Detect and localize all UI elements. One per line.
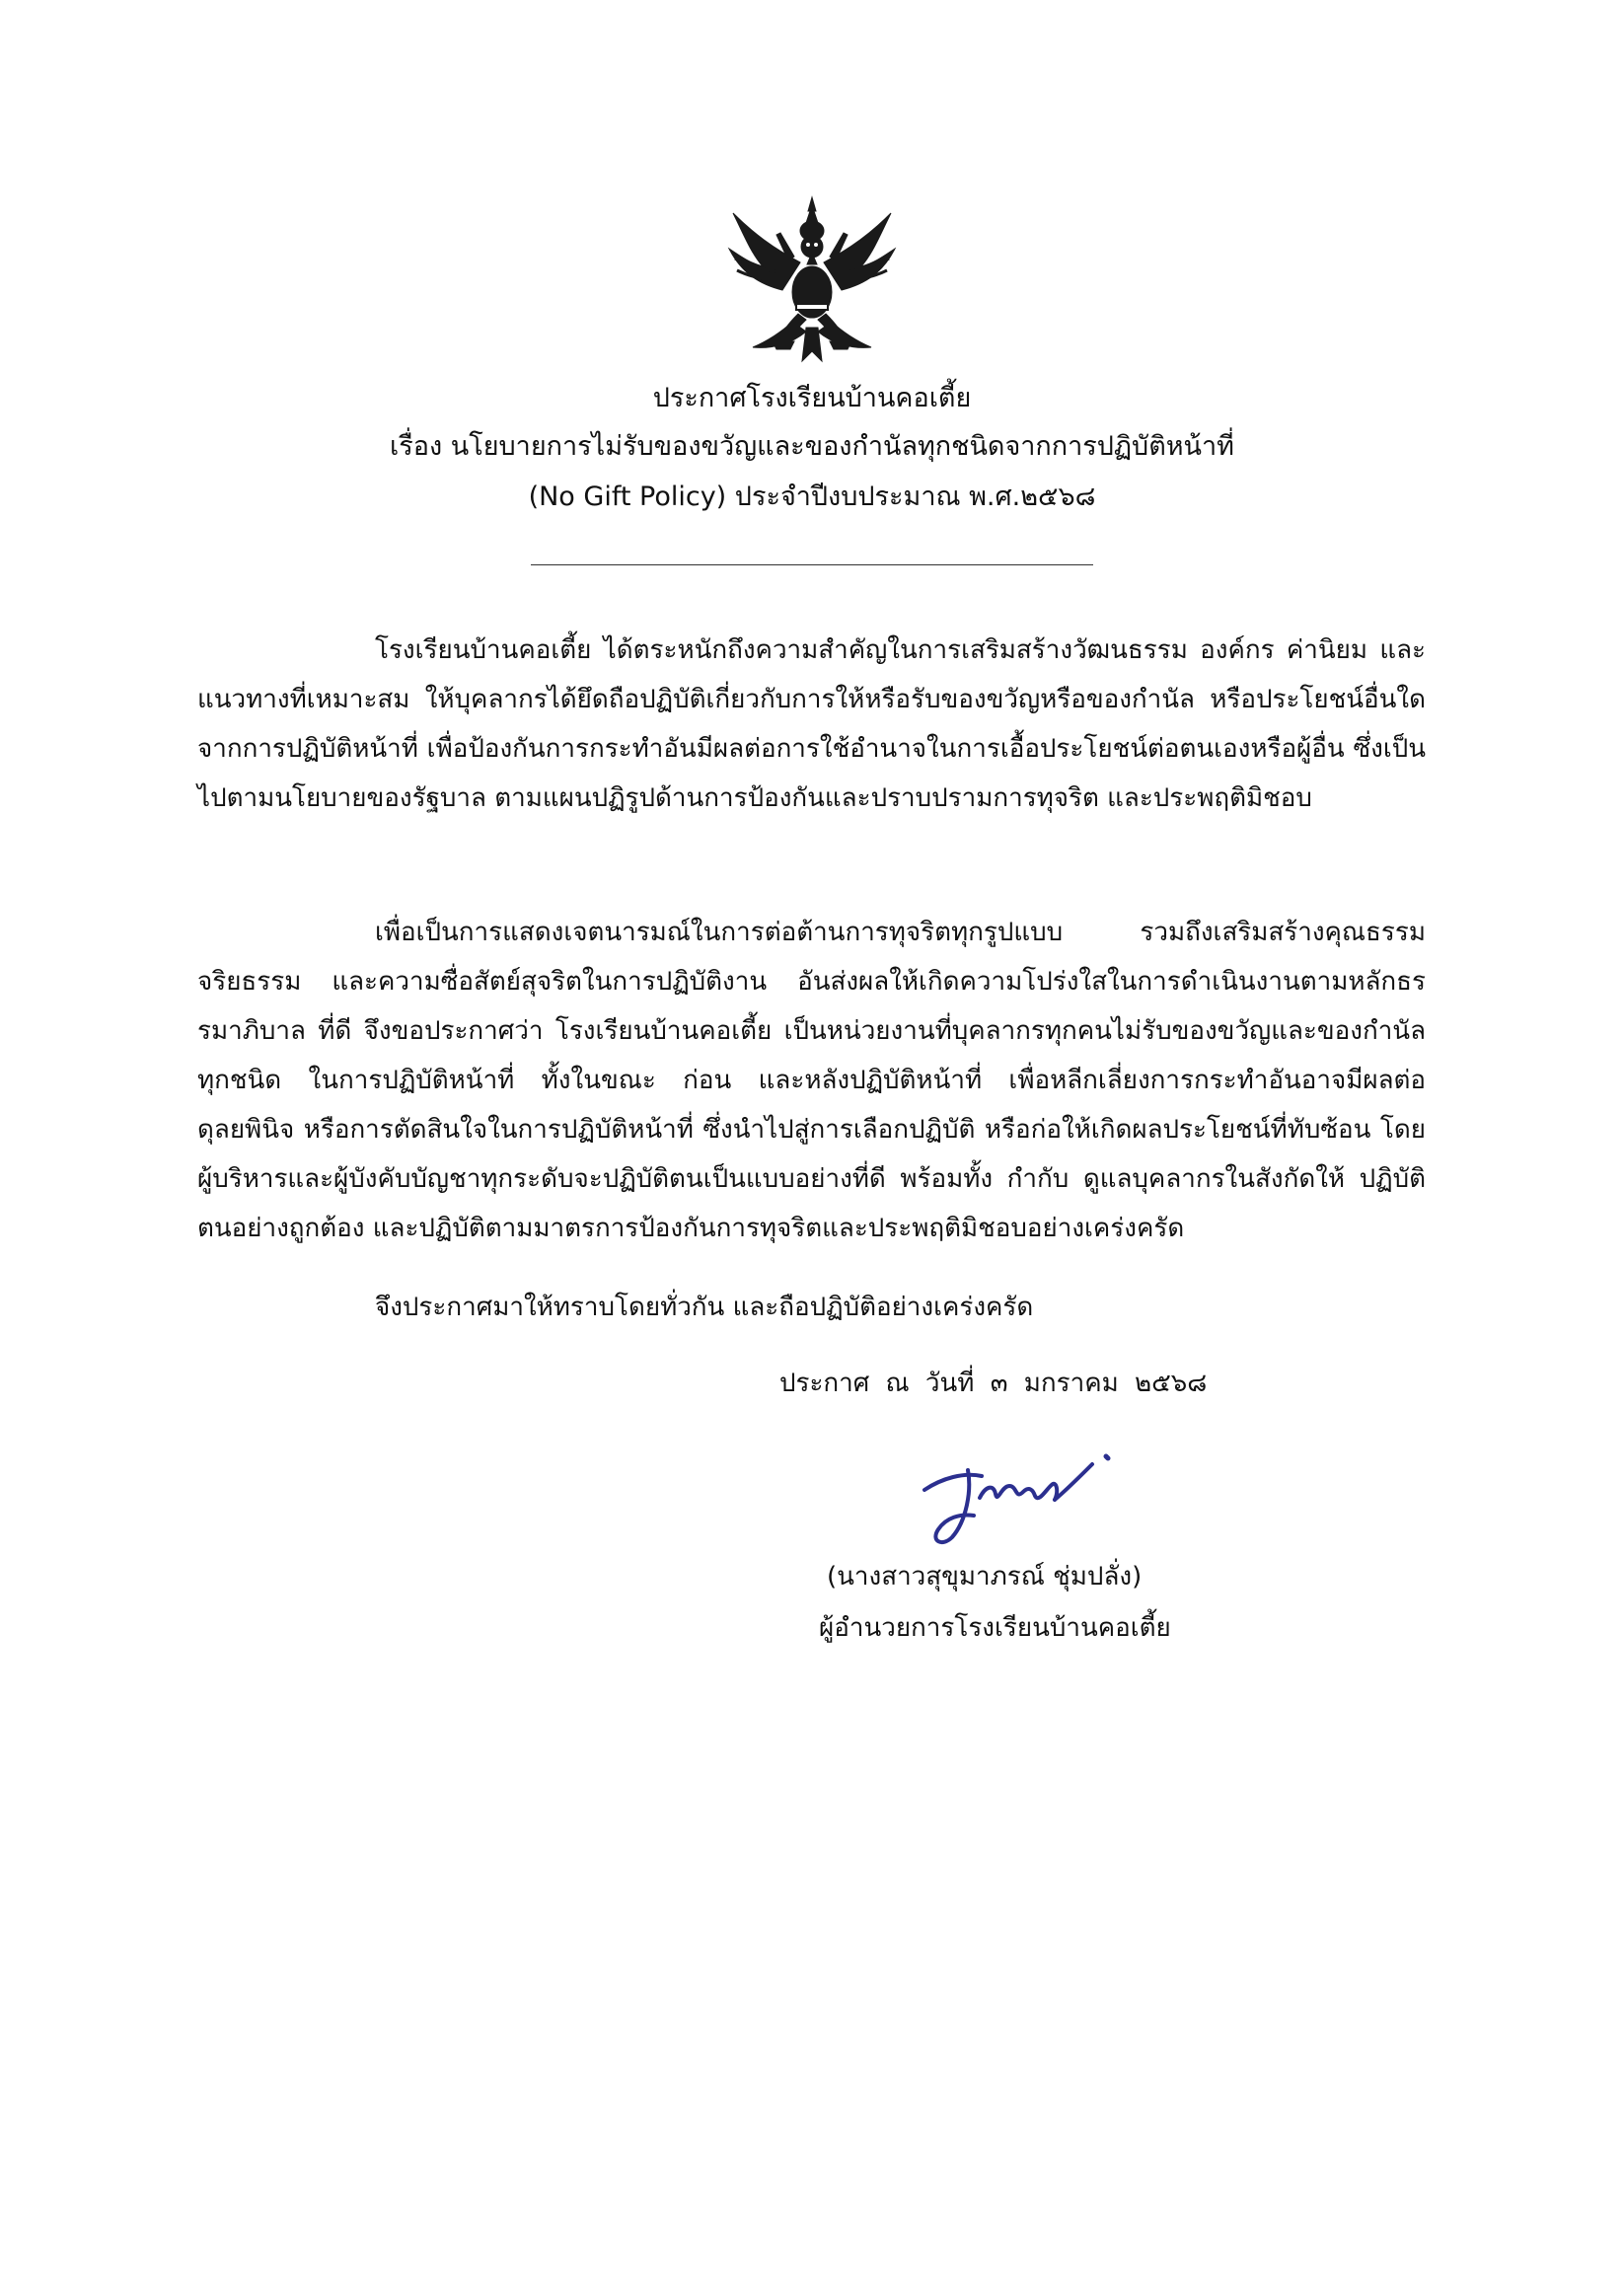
- signer-title: ผู้อำนวยการโรงเรียนบ้านคอเตี้ย: [819, 1613, 1171, 1643]
- signer-name: (นางสาวสุขุมาภรณ์ ชุ่มปลั่ง): [827, 1562, 1143, 1592]
- paragraph-1-text: โรงเรียนบ้านคอเตี้ย ได้ตระหนักถึงความสำคัญในการเสริมสร้างวัฒนธรรม องค์กร ค่านิยม และแนวทางที่เหมาะสม ให้บุคลากรได้ยึดถือปฏิบัติเกี่ยวกับการให้หรือรับของขวัญหรือของกำนัล หรือประโยชน์อื่นใดจากการปฏิบัติหน้าที่ เพื่อป้องกันการกระทำอันมีผลต่อการใช้อำนาจในการเอื้อประโยชน์ต่อตนเองหรือผู้อื่น ซึ่งเป็นไปตามนโยบายของรัฐบาล ตามแผนปฏิรูปด้านการป้องกันและปราบปรามการทุจริต และประพฤติมิชอบ: [197, 635, 1426, 813]
- signature-icon: [913, 1443, 1130, 1551]
- announcement-date: ประกาศ ณ วันที่ ๓ มกราคม ๒๕๖๘: [779, 1369, 1208, 1398]
- announcement-subtitle: (No Gift Policy) ประจำปีงบประมาณ พ.ศ.๒๕๖๘: [528, 481, 1096, 512]
- announcement-subject: เรื่อง นโยบายการไม่รับของขวัญและของกำนัลทุกชนิดจากการปฏิบัติหน้าที่: [390, 431, 1234, 462]
- paragraph-2: [197, 908, 1426, 1253]
- garuda-emblem-icon: [723, 193, 901, 367]
- paragraph-3: จึงประกาศมาให้ทราบโดยทั่วกัน และถือปฏิบัติอย่างเคร่งครัด: [375, 1293, 1034, 1322]
- header-divider: [531, 564, 1093, 565]
- announcement-heading: ประกาศโรงเรียนบ้านคอเตี้ย: [652, 383, 972, 413]
- paragraph-1: [197, 626, 1426, 823]
- paragraph-2-text: เพื่อเป็นการแสดงเจตนารมณ์ในการต่อต้านการทุจริตทุกรูปแบบ รวมถึงเสริมสร้างคุณธรรม จริยธรรม และความซื่อสัตย์สุจริตในการปฏิบัติงาน อันส่งผลให้เกิดความโปร่งใสในการดำเนินงานตามหลักธรรมาภิบาล ที่ดี จึงขอประกาศว่า โรงเรียนบ้านคอเตี้ย เป็นหน่วยงานที่บุคลากรทุกคนไม่รับของขวัญและของกำนัลทุกชนิด ในการปฏิบัติหน้าที่ ทั้งในขณะ ก่อน และหลังปฏิบัติหน้าที่ เพื่อหลีกเลี่ยงการกระทำอันอาจมีผลต่อดุลยพินิจ หรือการตัดสินใจในการปฏิบัติหน้าที่ ซึ่งนำไปสู่การเลือกปฏิบัติ หรือก่อให้เกิดผลประโยชน์ที่ทับซ้อน โดย ผู้บริหารและผู้บังคับบัญชาทุกระดับจะปฏิบัติตนเป็นแบบอย่างที่ดี พร้อมทั้ง กำกับ ดูแลบุคลากรในสังกัดให้ ปฏิบัติตนอย่างถูกต้อง และปฏิบัติตามมาตรการป้องกันการทุจริตและประพฤติมิชอบอย่างเคร่งครัด: [197, 918, 1426, 1243]
